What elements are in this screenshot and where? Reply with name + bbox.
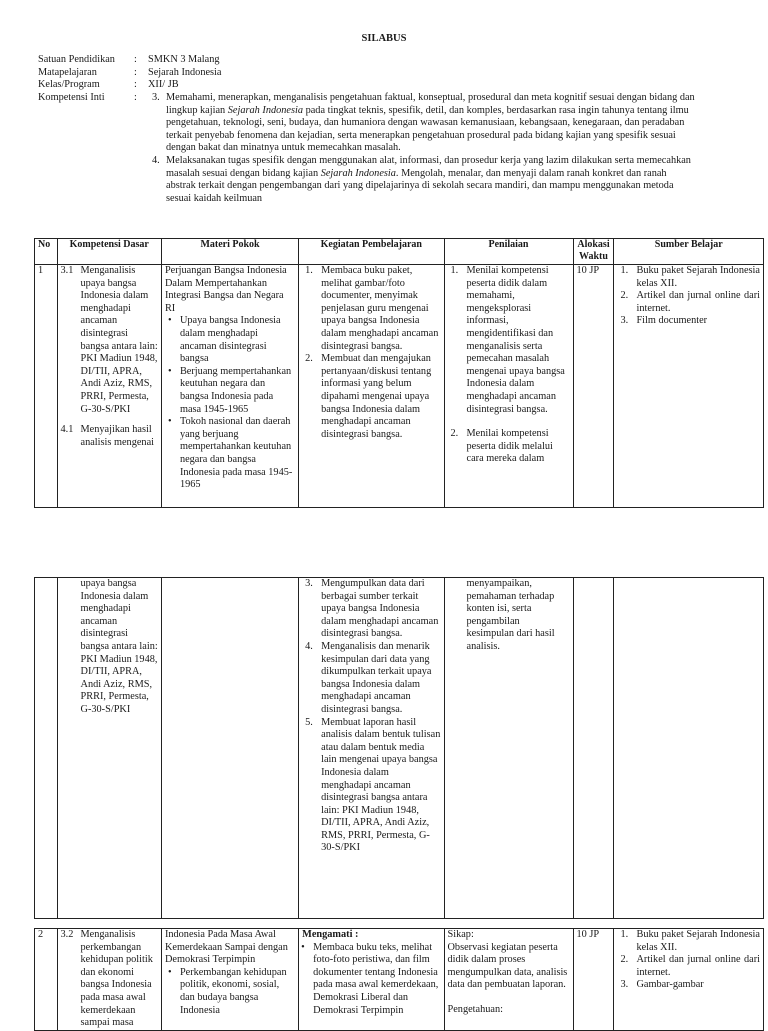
cell-kegiatan-pembelajaran — [299, 929, 444, 1031]
list-item — [620, 315, 760, 328]
info-row — [38, 79, 738, 92]
kd-number: 3.1 — [60, 265, 74, 276]
ki-text — [166, 92, 697, 155]
item-number: 2. — [450, 428, 459, 440]
item-number: 1. — [620, 265, 629, 276]
table-header-row — [35, 239, 764, 265]
info-colon: : — [134, 66, 137, 78]
materi-list — [165, 967, 295, 1017]
kegiatan-list — [302, 578, 440, 855]
syllabus-table — [34, 238, 764, 508]
cell-materi-pokok — [161, 929, 298, 1031]
ki-text-part: pada tingkat teknis, spesifik, detil, dan komples, berdasarkan rasa ingin tahunya tentang ilmu pengetahuan, teknologi, seni, budaya, dan humaniora dengan wawasan kemanusiaan, kebangsaan, kenegaraan, dan peradaban terkait penyebab fenomena dan kejadian, serta menerapkan pengetahuan prosedural pada bidang kajian yang spesifik sesuai dengan bakat dan minatnya untuk memecahkan masalah. — [166, 104, 689, 154]
table-row — [35, 265, 764, 508]
list-item: • Perkembangan kehidupan politik, ekonomi, sosial, dan budaya bangsa Indonesia — [180, 967, 295, 1017]
document-title: SILABUS — [361, 33, 407, 44]
info-label: Satuan Pendidikan — [38, 54, 115, 65]
item-text: Film documenter — [636, 315, 708, 327]
list-item — [305, 716, 441, 856]
item-text: Artikel dan jurnal online dari internet. — [636, 954, 760, 978]
info-row — [38, 67, 738, 80]
ki-text — [166, 155, 697, 205]
cell-alokasi-waktu — [573, 578, 614, 919]
materi-intro: Perjuangan Bangsa Indonesia Dalam Mempertahankan Integrasi Bangsa dan Negara RI — [164, 265, 287, 314]
ki-text-italic: Sejarah Indonesia — [227, 104, 303, 116]
cell-alokasi-waktu: 10 JP — [573, 265, 614, 508]
info-value: SMKN 3 Malang — [148, 54, 220, 65]
item-number: 1. — [620, 929, 629, 940]
cell-no: 1 — [35, 265, 58, 508]
list-item — [620, 265, 760, 290]
kegiatan-heading: Mengamati : — [302, 929, 359, 940]
cell-no: 2 — [35, 929, 58, 1031]
cell-sumber-belajar — [614, 265, 764, 508]
info-value: XII/ JB — [148, 79, 179, 91]
sumber-list — [617, 929, 760, 992]
list-item: • Berjuang mempertahankan keutuhan negara dan bangsa Indonesia pada masa 1945-1965 — [180, 366, 295, 416]
penilaian-heading: Sikap: — [447, 929, 474, 940]
item-number: 2. — [305, 353, 313, 365]
info-label: Kelas/Program — [38, 79, 100, 91]
item-text: Menilai kompetensi peserta didik melalui cara mereka dalam — [466, 428, 553, 465]
kegiatan-list — [302, 942, 440, 1018]
list-item — [305, 578, 440, 641]
ki-number: 3. — [152, 92, 160, 103]
item-number: 1. — [450, 265, 459, 276]
item-number: 4. — [305, 640, 313, 652]
syllabus-table-continued — [34, 577, 764, 919]
ki-item — [152, 155, 697, 205]
info-row — [38, 54, 738, 67]
cell-materi-pokok — [161, 265, 298, 508]
cell-no — [35, 578, 58, 919]
header-no: No — [35, 239, 58, 265]
kd-item — [61, 929, 158, 1030]
cell-sumber-belajar — [614, 578, 764, 919]
header-kompetensi-dasar: Kompetensi Dasar — [57, 239, 161, 265]
kd-item — [61, 265, 158, 416]
header-alokasi-waktu: Alokasi Waktu — [573, 239, 614, 265]
header-kegiatan-pembelajaran: Kegiatan Pembelajaran — [299, 239, 444, 265]
cell-alokasi-waktu: 10 JP — [573, 929, 614, 1031]
item-number: 3. — [620, 315, 629, 327]
list-item — [450, 428, 570, 466]
info-label: Matapelajaran — [38, 66, 97, 78]
list-item — [620, 979, 760, 992]
ki-item — [152, 92, 697, 155]
header-sumber-belajar: Sumber Belajar — [614, 239, 764, 265]
ki-text-italic: Sejarah Indonesia — [320, 167, 396, 179]
cell-penilaian — [444, 929, 573, 1031]
cell-penilaian — [444, 578, 573, 919]
info-label: Kompetensi Inti — [38, 91, 105, 103]
cell-kompetensi-dasar — [57, 265, 161, 508]
list-item: • Membaca buku teks, melihat foto-foto peristiwa, dan film dokumenter tentang Indonesia pada masa awal kemerdekaan, Demokrasi Liberal dan Demokrasi Terpimpin — [313, 942, 440, 1018]
list-item — [450, 265, 570, 416]
table-row — [35, 578, 764, 919]
item-text: Menilai kompetensi peserta didik dalam memahami, mengeksplorasi informasi, mengidentifikasi dan menganalisis serta pemecahan masalah mengenai upaya bangsa Indonesia dalam menghadapi ancaman disintegrasi bangsa. — [466, 265, 565, 415]
list-item — [305, 640, 440, 717]
item-number: 5. — [305, 716, 313, 728]
item-text: Mengumpulkan data dari berbagai sumber terkait upaya bangsa Indonesia dalam menghadapi ancaman disintegrasi bangsa. — [321, 578, 439, 640]
item-number: 2. — [620, 954, 629, 966]
item-text: Artikel dan jurnal online dari internet. — [636, 290, 760, 314]
item-number: 2. — [620, 290, 629, 302]
ki-number: 4. — [152, 154, 160, 166]
penilaian-heading: Pengetahuan: — [447, 1003, 503, 1015]
kd-text: upaya bangsa Indonesia dalam menghadapi ancaman disintegrasi bangsa antara lain: PKI Madiun 1948, DI/TII, APRA, Andi Aziz, RMS, PRRI, Permesta, G-30-S/PKI — [80, 578, 158, 715]
list-item — [305, 265, 440, 353]
cell-kompetensi-dasar — [57, 578, 161, 919]
materi-list — [165, 315, 295, 491]
header-materi-pokok: Materi Pokok — [161, 239, 298, 265]
kd-number: 4.1 — [60, 424, 74, 436]
kd-text: Menganalisis perkembangan kehidupan politik dan ekonomi bangsa Indonesia pada masa awal kemerdekaan sampai masa — [80, 929, 153, 1029]
kompetensi-inti-list — [152, 92, 697, 205]
info-colon: : — [134, 79, 137, 91]
kd-text: Menyajikan hasil analisis mengenai — [80, 424, 155, 448]
item-number: 1. — [305, 265, 313, 276]
cell-kompetensi-dasar — [57, 929, 161, 1031]
list-item: • Upaya bangsa Indonesia dalam menghadapi ancaman disintegrasi bangsa — [180, 315, 295, 365]
list-item — [620, 954, 760, 979]
cell-kegiatan-pembelajaran — [299, 265, 444, 508]
table-row — [35, 929, 764, 1031]
syllabus-table-row2 — [34, 928, 764, 1031]
kd-text: Menganalisis upaya bangsa Indonesia dalam menghadapi ancaman disintegrasi bangsa antara lain: PKI Madiun 1948, DI/TII, APRA, Andi Aziz, RMS, PRRI, Permesta, G-30-S/PKI — [80, 265, 158, 415]
item-text: Buku paket Sejarah Indonesia kelas XII. — [636, 929, 760, 953]
info-colon: : — [134, 91, 137, 103]
info-value: Sejarah Indonesia — [148, 66, 222, 78]
item-number: 3. — [620, 979, 629, 991]
item-number: 3. — [305, 578, 313, 589]
sumber-list — [617, 265, 760, 328]
kd-number: 3.2 — [60, 929, 74, 940]
info-colon: : — [134, 54, 137, 65]
item-text: Gambar-gambar — [636, 979, 704, 991]
cell-kegiatan-pembelajaran — [299, 578, 444, 919]
list-item — [620, 290, 760, 315]
cell-materi-pokok — [161, 578, 298, 919]
spacer — [61, 416, 158, 424]
cell-penilaian — [444, 265, 573, 508]
materi-intro: Indonesia Pada Masa Awal Kemerdekaan Sampai dengan Demokrasi Terpimpin — [164, 929, 288, 966]
header-penilaian: Penilaian — [444, 239, 573, 265]
item-text: Membaca buku paket, melihat gambar/foto documenter, menyimak penjelasan guru mengenai upaya bangsa Indonesia dalam menghadapi ancaman disintegrasi bangsa. — [321, 265, 439, 352]
item-text: Membuat dan mengajukan pertanyaan/diskusi tentang informasi yang belum dipahami mengenai upaya bangsa Indonesia dalam menghadapi ancaman disintegrasi bangsa. — [321, 353, 432, 440]
ki-text-part: Memahami, menerapkan, menganalisis pengetahuan faktual, konseptual, prosedural dan meta kognitif sesuai dengan bidang dan lingkup kajian — [166, 92, 695, 116]
penilaian-text: Observasi kegiatan peserta didik dalam proses mengumpulkan data, analisis data dan pembuatan laporan. — [447, 941, 568, 991]
item-text: Membuat laporan hasil analisis dalam bentuk tulisan atau dalam bentuk media lain mengenai upaya bangsa Indonesia dalam menghadapi ancaman disintegrasi bangsa antara lain: PKI Madiun 1948, DI/TII, APRA, Andi Aziz, RMS, PRRI, Permesta, G-30-S/PKI — [321, 716, 441, 854]
cell-sumber-belajar — [614, 929, 764, 1031]
item-text: Buku paket Sejarah Indonesia kelas XII. — [636, 265, 760, 289]
item-text: Menganalisis dan menarik kesimpulan dari data yang dikumpulkan terkait upaya bangsa Indonesia dalam menghadapi ancaman disintegrasi bangsa. — [321, 640, 432, 715]
ki-text-part: . Mengolah, menalar, dan menyaji dalam ranah konkret dan ranah abstrak terkait dengan pengembangan dari yang dipelajarinya di sekolah secara mandiri, dan mampu menggunakan metoda sesuai kaidah keilmuan — [166, 167, 674, 204]
kd-item — [61, 424, 158, 449]
list-item — [620, 929, 760, 954]
ki-text-part: Melaksanakan tugas spesifik dengan menggunakan alat, informasi, dan prosedur kerja yang lazim dilakukan serta memecahkan masalah sesuai dengan bidang kajian — [166, 154, 691, 179]
penilaian-text: menyampaikan, pemahaman terhadap konten isi, serta pengambilan kesimpulan dari hasil analisis. — [466, 578, 555, 652]
penilaian-list — [448, 265, 570, 466]
list-item — [305, 353, 440, 441]
kegiatan-list — [302, 265, 440, 441]
list-item: • Tokoh nasional dan daerah yang berjuang mempertahankan keutuhan negara dan bangsa Indonesia pada masa 1945-1965 — [180, 416, 295, 492]
